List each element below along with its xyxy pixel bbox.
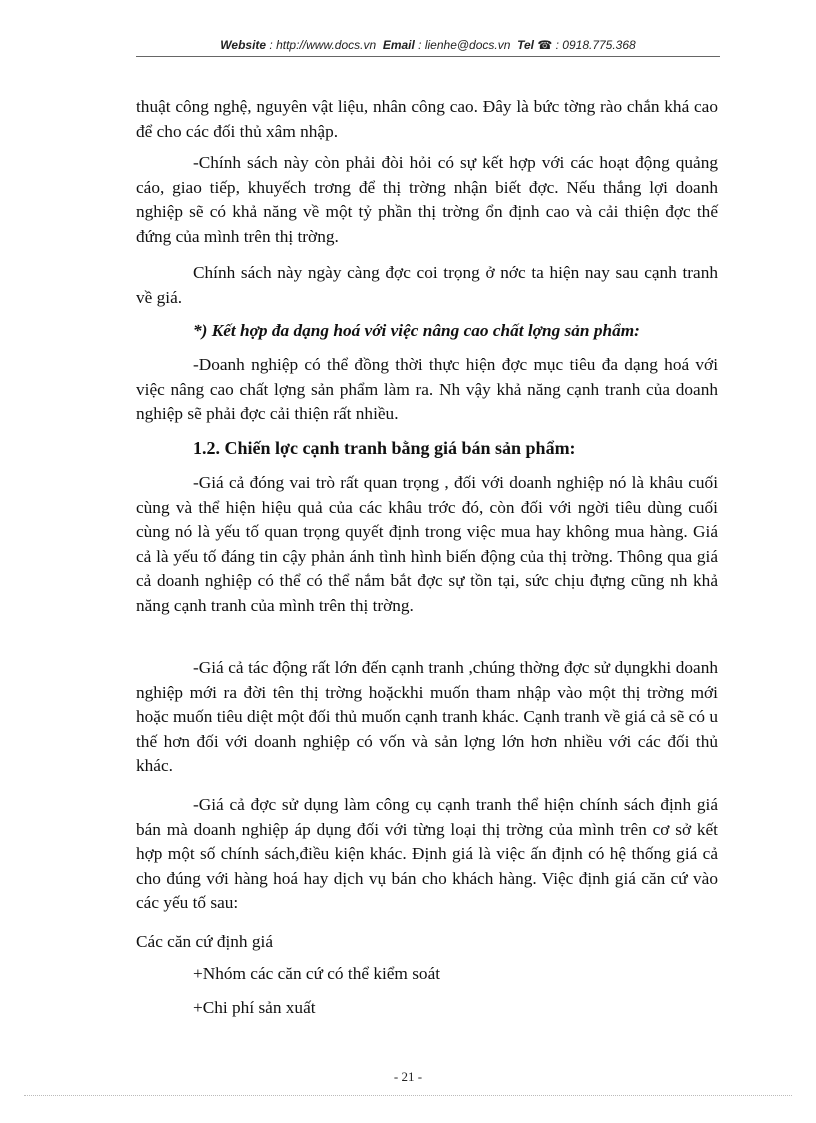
section-heading: 1.2. Chiến lợc cạnh tranh bằng giá bán sản phẩm: [193, 438, 576, 458]
paragraph: -Giá cả đóng vai trò rất quan trọng , đối với doanh nghiệp nó là khâu cuối cùng và thể hiện hiệu quả của các khâu trớc đó, còn đối với ngời tiêu dùng cuối cùng nó là yếu tố quan trọng quyết định trong việc mua hay không mua hàng. Giá cả là yếu tố đáng tin cậy phản ánh tình hình biến động của thị trờng. Thông qua giá cả doanh nghiệp có thể có thể nắm bắt đợc sự tồn tại, sức chịu đựng cũng nh khả năng cạnh tranh của mình trên thị trờng. [136, 473, 718, 615]
paragraph: -Chính sách này còn phải đòi hỏi có sự kết hợp với các hoạt động quảng cáo, giao tiếp, khuyếch trơng để thị trờng nhận biết đợc. Nếu thắng lợi doanh nghiệp sẽ có khả năng về một tỷ phần thị trờng ổn định cao và cải thiện đợc thế đứng của mình trên thị trờng. [136, 153, 718, 246]
paragraph: thuật công nghệ, nguyên vật liệu, nhân công cao. Đây là bức tờng rào chắn khá cao để cho các đối thủ xâm nhập. [136, 97, 718, 141]
page-header [136, 38, 720, 52]
paragraph: Các căn cứ định giá [136, 932, 274, 951]
footer-divider [24, 1095, 792, 1096]
list-item: +Chi phí sản xuất [193, 998, 316, 1017]
subsection-heading: *) Kết hợp đa dạng hoá với việc nâng cao chất lợng sản phẩm: [193, 321, 640, 340]
website-value: : http://www.docs.vn [269, 38, 377, 52]
paragraph: -Giá cả tác động rất lớn đến cạnh tranh ,chúng thờng đợc sử dụngkhi doanh nghiệp mới ra đời tên thị trờng hoặckhi muốn tham nhập vào một thị trờng mới hoặc muốn tiêu diệt một đối thủ muốn cạnh tranh khác. Cạnh tranh về giá cả sẽ có u thế hơn đối với doanh nghiệp có vốn và sản lợng lớn hơn nhiều với các đối thủ khác. [136, 658, 718, 776]
phone-icon: ☎ [537, 38, 553, 52]
list-item: +Nhóm các căn cứ có thể kiểm soát [193, 964, 441, 983]
header-divider [136, 56, 720, 57]
paragraph: -Doanh nghiệp có thể đồng thời thực hiện đợc mục tiêu đa dạng hoá với việc nâng cao chất lợng sản phẩm làm ra. Nh vậy khả năng cạnh tranh của doanh nghiệp sẽ phải đợc cải thiện rất nhiều. [136, 355, 718, 424]
website-label: Website [220, 38, 267, 52]
email-label: Email [382, 38, 415, 52]
paragraph: Chính sách này ngày càng đợc coi trọng ở nớc ta hiện nay sau cạnh tranh về giá. [136, 263, 718, 307]
email-value: : lienhe@docs.vn [418, 38, 511, 52]
page-body [136, 95, 718, 144]
paragraph: -Giá cả đợc sử dụng làm công cụ cạnh tranh thể hiện chính sách định giá bán mà doanh nghiệp áp dụng đối với từng loại thị trờng của mình trên cơ sở kết hợp một số chính sách,điều kiện khác. Định giá là việc ấn định có hệ thống giá cả cho đúng với hàng hoá hay dịch vụ bán cho khách hàng. Việc định giá căn cứ vào các yếu tố sau: [136, 795, 718, 913]
tel-label: Tel [517, 38, 534, 52]
tel-value: : 0918.775.368 [555, 38, 636, 52]
page-number: - 21 - [393, 1069, 423, 1084]
